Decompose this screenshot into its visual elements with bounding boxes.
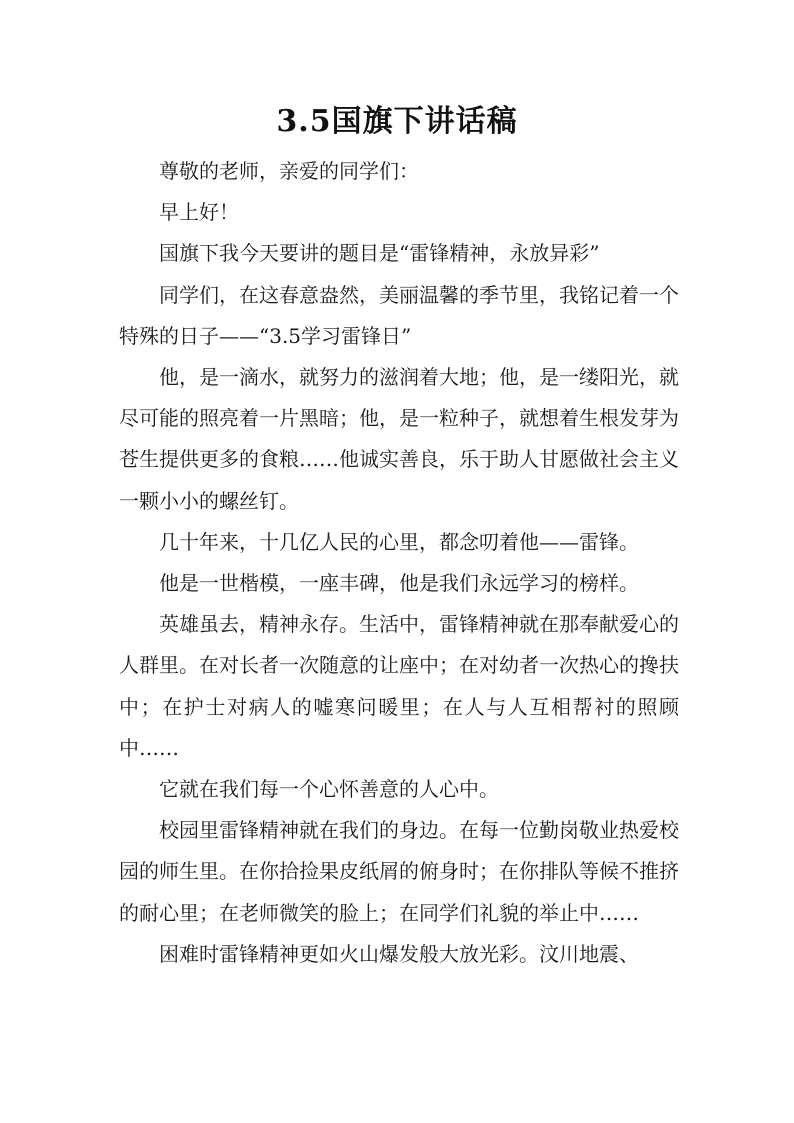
paragraph-salutation: 尊敬的老师，亲爱的同学们： (159, 159, 419, 183)
paragraph-greeting: 早上好！ (159, 200, 239, 225)
paragraph-topic: 国旗下我今天要讲的题目是“雷锋精神，永放异彩” (159, 241, 600, 266)
paragraph: 校园里雷锋精神就在我们的身边。在每一位勤岗敬业热爱校园的师生里。在你拾捡果皮纸屑的俯身时；在你排队等候不推挤的耐心里；在老师微笑的脸上；在同学们礼貌的举止中…… (119, 818, 679, 925)
document-title: 3.5国旗下讲话稿 (276, 104, 518, 139)
paragraph: 英雄虽去，精神永存。生活中，雷锋精神就在那奉献爱心的人群里。在对长者一次随意的让座中；在对幼者一次热心的搀扶中；在护士对病人的嘘寒问暖里；在人与人互相帮衬的照顾中…… (119, 612, 679, 760)
paragraph: 同学们，在这春意盎然，美丽温馨的季节里，我铭记着一个特殊的日子——“3.5学习雷锋日” (119, 282, 679, 348)
document-body (119, 151, 679, 975)
paragraph: 他是一世楷模，一座丰碑，他是我们永远学习的榜样。 (159, 571, 639, 596)
paragraph: 他，是一滴水，就努力的滋润着大地；他，是一缕阳光，就尽可能的照亮着一片黑暗；他，是一粒种子，就想着生根发芽为苍生提供更多的食粮……他诚实善良，乐于助人甘愿做社会主义一颗小小的螺丝钉。 (119, 365, 679, 513)
paragraph: 困难时雷锋精神更如火山爆发般大放光彩。汶川地震、 (159, 941, 639, 966)
paragraph: 几十年来，十几亿人民的心里，都念叨着他——雷锋。 (159, 529, 639, 554)
paragraph: 它就在我们每一个心怀善意的人心中。 (159, 777, 499, 802)
